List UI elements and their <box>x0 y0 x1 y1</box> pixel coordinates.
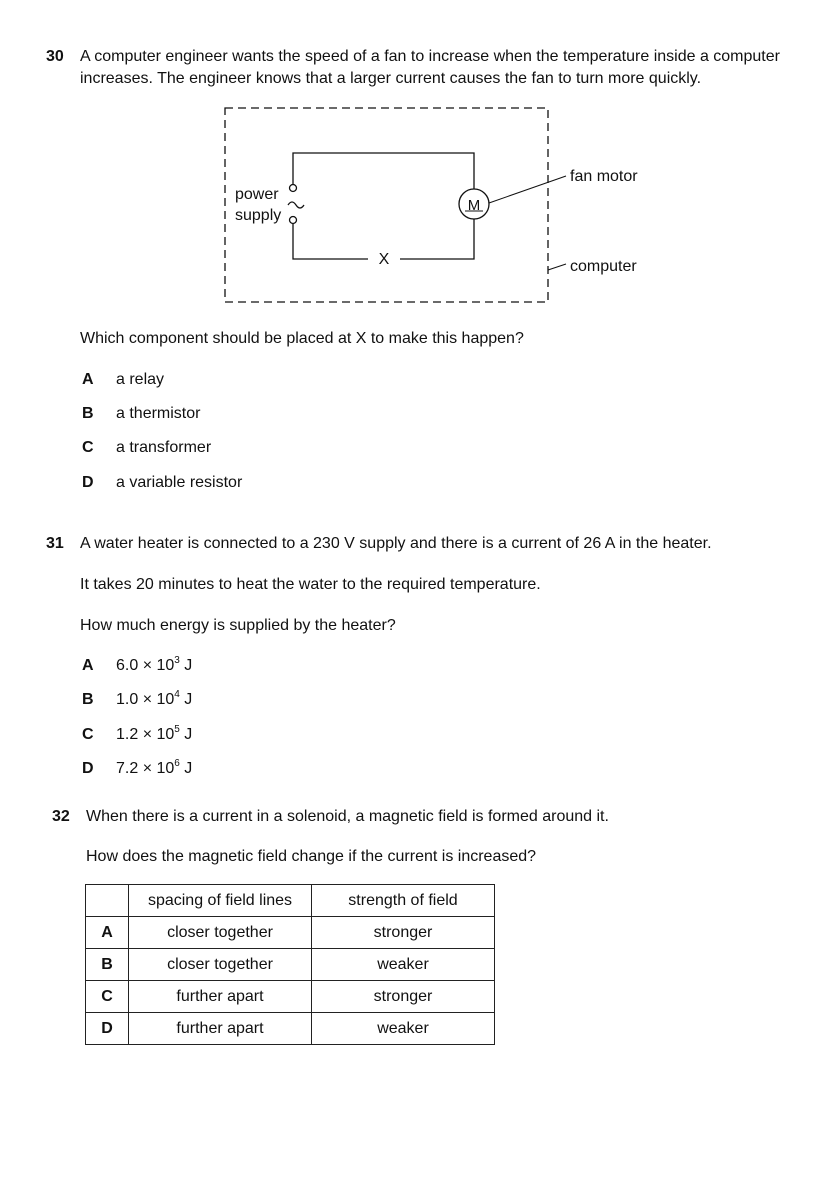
question-text-line: It takes 20 minutes to heat the water to the required temperature. <box>80 576 541 593</box>
option-letter: C <box>82 726 94 743</box>
answer-table <box>85 884 495 1045</box>
option-letter: B <box>82 405 94 422</box>
supply-label: supply <box>235 207 282 224</box>
spacing-cell: closer together <box>129 949 312 981</box>
option-letter: A <box>82 371 94 388</box>
option-text: a transformer <box>116 439 212 456</box>
table-row <box>86 1013 495 1045</box>
strength-cell: stronger <box>312 981 495 1013</box>
circuit-wire-bottom <box>293 224 368 259</box>
strength-cell: weaker <box>312 949 495 981</box>
question-prompt: How much energy is supplied by the heater? <box>80 617 396 634</box>
question-number: 30 <box>46 48 64 65</box>
circuit-wire-bottom-right <box>400 219 474 259</box>
question-prompt: Which component should be placed at X to make this happen? <box>80 330 524 347</box>
spacing-cell: further apart <box>129 981 312 1013</box>
component-x-label: X <box>378 251 390 268</box>
spacing-cell: closer together <box>129 917 312 949</box>
option-letter: D <box>82 760 94 777</box>
question-number: 31 <box>46 535 64 552</box>
option-letter: D <box>86 1013 129 1045</box>
question-text-line: increases. The engineer knows that a larger current causes the fan to turn more quickly. <box>80 70 702 87</box>
computer-boundary <box>225 108 548 302</box>
option-letter: B <box>82 691 94 708</box>
table-row <box>86 981 495 1013</box>
option-value: $7.2 \times 10^6$ J <box>116 758 193 777</box>
strength-cell: stronger <box>312 917 495 949</box>
table-row <box>86 917 495 949</box>
option-value: $6.0 \times 10^3$ J <box>116 655 193 674</box>
option-text: a variable resistor <box>116 474 243 491</box>
computer-leader <box>548 264 566 270</box>
circuit-wire-top <box>293 153 474 189</box>
supply-terminal <box>290 185 297 192</box>
motor-symbol: M <box>467 197 481 214</box>
circuit-diagram <box>0 100 829 400</box>
table-row <box>86 949 495 981</box>
fan-motor-leader <box>489 176 566 203</box>
option-letter: D <box>82 474 94 491</box>
question-text-line: When there is a current in a solenoid, a magnetic field is formed around it. <box>86 808 609 825</box>
question-prompt: How does the magnetic field change if the current is increased? <box>86 848 537 865</box>
ac-symbol-icon <box>288 202 304 208</box>
option-letter: C <box>86 981 129 1013</box>
option-value: $1.2 \times 10^5$ J <box>116 724 193 743</box>
column-header: spacing of field lines <box>129 885 312 917</box>
column-header: strength of field <box>312 885 495 917</box>
spacing-cell: further apart <box>129 1013 312 1045</box>
question-text-line: A water heater is connected to a 230 V supply and there is a current of 26 A in the heater. <box>80 535 712 552</box>
question-number: 32 <box>52 808 70 825</box>
power-label: power <box>235 186 279 203</box>
question-text-line: A computer engineer wants the speed of a fan to increase when the temperature inside a computer <box>80 48 780 65</box>
computer-label: computer <box>570 258 637 275</box>
option-letter: A <box>82 657 94 674</box>
option-letter: C <box>82 439 94 456</box>
option-value: $1.0 \times 10^4$ J <box>116 689 193 708</box>
option-letter: B <box>86 949 129 981</box>
option-text: a thermistor <box>116 405 201 422</box>
supply-terminal <box>290 217 297 224</box>
fan-motor-label: fan motor <box>570 168 638 185</box>
table-header-row <box>86 885 495 917</box>
option-text: a relay <box>116 371 165 388</box>
strength-cell: weaker <box>312 1013 495 1045</box>
option-letter: A <box>86 917 129 949</box>
